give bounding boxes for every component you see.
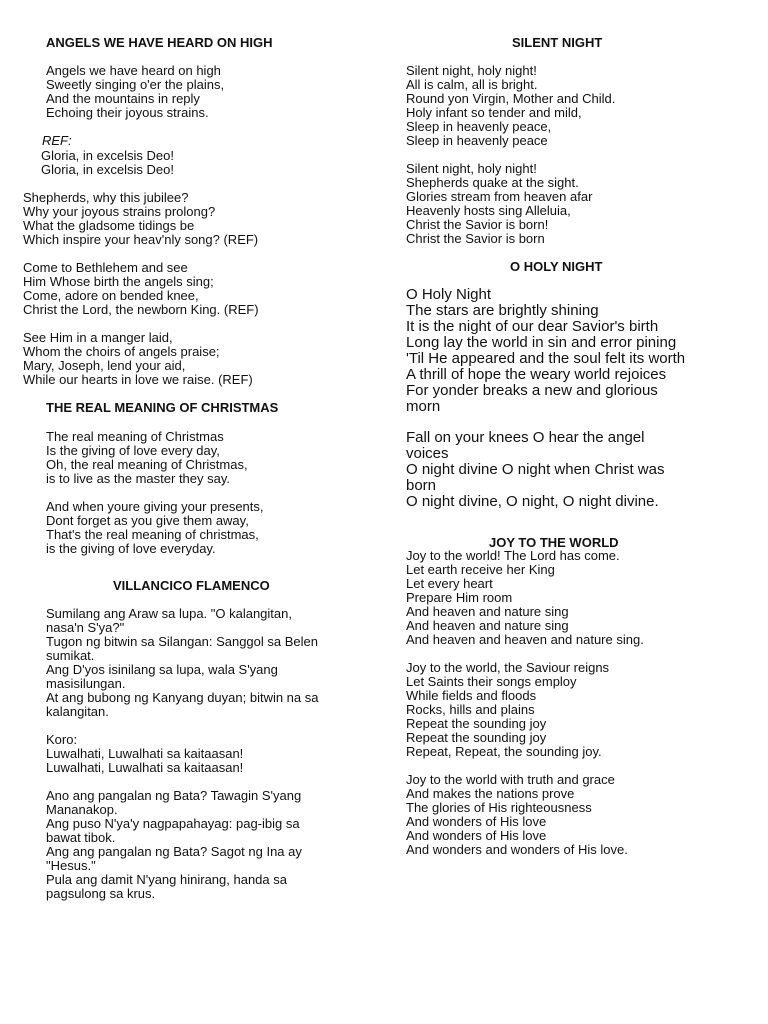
lyric-line: Pula ang damit N'yang hinirang, handa sa xyxy=(46,872,287,887)
lyric-line: is to live as the master they say. xyxy=(46,471,230,486)
lyric-line: And wonders of His love xyxy=(406,828,547,843)
lyric-line: Let Saints their songs employ xyxy=(406,674,577,689)
lyric-line: Sleep in heavenly peace, xyxy=(406,119,552,134)
lyric-line: Tugon ng bitwin sa Silangan: Sanggol sa Belen xyxy=(46,634,318,649)
lyric-line: And when youre giving your presents, xyxy=(46,499,264,514)
chorus-line: Luwalhati, Luwalhati sa kaitaasan! xyxy=(46,746,244,761)
lyric-line: Repeat the sounding joy xyxy=(406,730,547,745)
lyric-line: Oh, the real meaning of Christmas, xyxy=(46,457,248,472)
lyric-line: Joy to the world, the Saviour reigns xyxy=(406,660,610,675)
lyric-line: Sleep in heavenly peace xyxy=(406,133,548,148)
lyric-line: Ang puso N'ya'y nagpapahayag: pag-ibig sa xyxy=(46,816,300,831)
lyric-line: The stars are brightly shining xyxy=(406,302,599,319)
lyric-line: While fields and floods xyxy=(406,688,537,703)
lyric-line: bawat tibok. xyxy=(46,830,116,845)
lyric-line: Repeat, Repeat, the sounding joy. xyxy=(406,744,602,759)
lyric-line: O Holy Night xyxy=(406,286,492,303)
lyric-line: nasa'n S'ya?" xyxy=(46,620,125,635)
lyric-line: The real meaning of Christmas xyxy=(46,429,224,444)
lyric-line: Long lay the world in sin and error pining xyxy=(406,334,677,351)
song-title-o-holy-night: O HOLY NIGHT xyxy=(510,259,603,274)
lyric-line: morn xyxy=(406,398,441,415)
lyric-line: Sweetly singing o'er the plains, xyxy=(46,77,225,92)
chorus-line: Luwalhati, Luwalhati sa kaitaasan! xyxy=(46,760,244,775)
lyric-line: And the mountains in reply xyxy=(46,91,200,106)
lyric-line: masisilungan. xyxy=(46,676,126,691)
refrain-line: Gloria, in excelsis Deo! xyxy=(41,148,174,163)
lyric-line: A thrill of hope the weary world rejoices xyxy=(406,366,667,383)
lyric-line: Him Whose birth the angels sing; xyxy=(23,274,214,289)
lyric-line: Let every heart xyxy=(406,576,493,591)
lyric-line: O night divine, O night, O night divine. xyxy=(406,493,659,510)
lyric-line: And makes the nations prove xyxy=(406,786,575,801)
lyric-line: Whom the choirs of angels praise; xyxy=(23,344,220,359)
lyric-line: Rocks, hills and plains xyxy=(406,702,535,717)
song-title-real-meaning: THE REAL MEANING OF CHRISTMAS xyxy=(46,400,279,415)
lyric-line: sumikat. xyxy=(46,648,95,663)
chorus-label: Koro: xyxy=(46,732,78,747)
lyric-line: Why your joyous strains prolong? xyxy=(23,204,216,219)
song-title-angels: ANGELS WE HAVE HEARD ON HIGH xyxy=(46,35,273,50)
lyric-line: Christ the Savior is born! xyxy=(406,217,549,232)
lyric-line: Ano ang pangalan ng Bata? Tawagin S'yang xyxy=(46,788,302,803)
lyric-line: Heavenly hosts sing Alleluia, xyxy=(406,203,571,218)
lyric-line: Come, adore on bended knee, xyxy=(23,288,199,303)
lyric-line: Is the giving of love every day, xyxy=(46,443,220,458)
lyric-line: Dont forget as you give them away, xyxy=(46,513,249,528)
lyric-line: And heaven and nature sing xyxy=(406,618,569,633)
lyric-line: Angels we have heard on high xyxy=(46,63,221,78)
lyric-line: What the gladsome tidings be xyxy=(23,218,195,233)
song-title-joy-to-the-world: JOY TO THE WORLD xyxy=(489,535,619,550)
lyric-line: Mananakop. xyxy=(46,802,118,817)
lyric-line: Holy infant so tender and mild, xyxy=(406,105,582,120)
lyric-line: Echoing their joyous strains. xyxy=(46,105,209,120)
lyric-line: For yonder breaks a new and glorious xyxy=(406,382,658,399)
lyric-line: born xyxy=(406,477,437,494)
lyric-line: Prepare Him room xyxy=(406,590,513,605)
lyric-line: O night divine O night when Christ was xyxy=(406,461,665,478)
lyric-line: Christ the Lord, the newborn King. (REF) xyxy=(23,302,259,317)
lyric-line: All is calm, all is bright. xyxy=(406,77,538,92)
lyric-line: Glories stream from heaven afar xyxy=(406,189,593,204)
lyric-line: Mary, Joseph, lend your aid, xyxy=(23,358,186,373)
lyric-line: Fall on your knees O hear the angel xyxy=(406,429,645,446)
lyric-line: kalangitan. xyxy=(46,704,109,719)
lyric-line: Christ the Savior is born xyxy=(406,231,545,246)
lyric-line: Which inspire your heav'nly song? (REF) xyxy=(23,232,259,247)
lyric-line: voices xyxy=(406,445,449,462)
lyric-line: Sumilang ang Araw sa lupa. "O kalangitan, xyxy=(46,606,292,621)
lyric-line: And wonders of His love xyxy=(406,814,547,829)
lyric-line: Shepherds, why this jubilee? xyxy=(23,190,189,205)
lyric-line: And heaven and heaven and nature sing. xyxy=(406,632,644,647)
lyric-line: While our hearts in love we raise. (REF) xyxy=(23,372,253,387)
song-title-silent-night: SILENT NIGHT xyxy=(512,35,603,50)
song-title-villancico: VILLANCICO FLAMENCO xyxy=(113,578,270,593)
lyric-line: And wonders and wonders of His love. xyxy=(406,842,628,857)
lyric-line: Ang ang pangalan ng Bata? Sagot ng Ina ay xyxy=(46,844,302,859)
lyric-line: Silent night, holy night! xyxy=(406,161,537,176)
lyric-line: Ang D'yos isinilang sa lupa, wala S'yang xyxy=(46,662,278,677)
lyric-line: And heaven and nature sing xyxy=(406,604,569,619)
lyric-line: is the giving of love everyday. xyxy=(46,541,216,556)
lyric-line: At ang bubong ng Kanyang duyan; bitwin na sa xyxy=(46,690,319,705)
lyric-line: pagsulong sa krus. xyxy=(46,886,156,901)
lyric-line: Round yon Virgin, Mother and Child. xyxy=(406,91,616,106)
lyric-line: Silent night, holy night! xyxy=(406,63,537,78)
lyric-line: Come to Bethlehem and see xyxy=(23,260,188,275)
lyric-line: Repeat the sounding joy xyxy=(406,716,547,731)
lyric-line: See Him in a manger laid, xyxy=(23,330,173,345)
lyric-line: Joy to the world! The Lord has come. xyxy=(406,548,620,563)
lyric-line: Let earth receive her King xyxy=(406,562,555,577)
lyric-line: Joy to the world with truth and grace xyxy=(406,772,615,787)
lyric-line: That's the real meaning of christmas, xyxy=(46,527,259,542)
lyric-line: Shepherds quake at the sight. xyxy=(406,175,579,190)
lyric-line: "Hesus." xyxy=(46,858,96,873)
lyric-line: The glories of His righteousness xyxy=(406,800,592,815)
lyric-line: 'Til He appeared and the soul felt its worth xyxy=(406,350,686,367)
refrain-label: REF: xyxy=(42,133,72,148)
refrain-line: Gloria, in excelsis Deo! xyxy=(41,162,174,177)
lyric-line: It is the night of our dear Savior's birth xyxy=(406,318,659,335)
